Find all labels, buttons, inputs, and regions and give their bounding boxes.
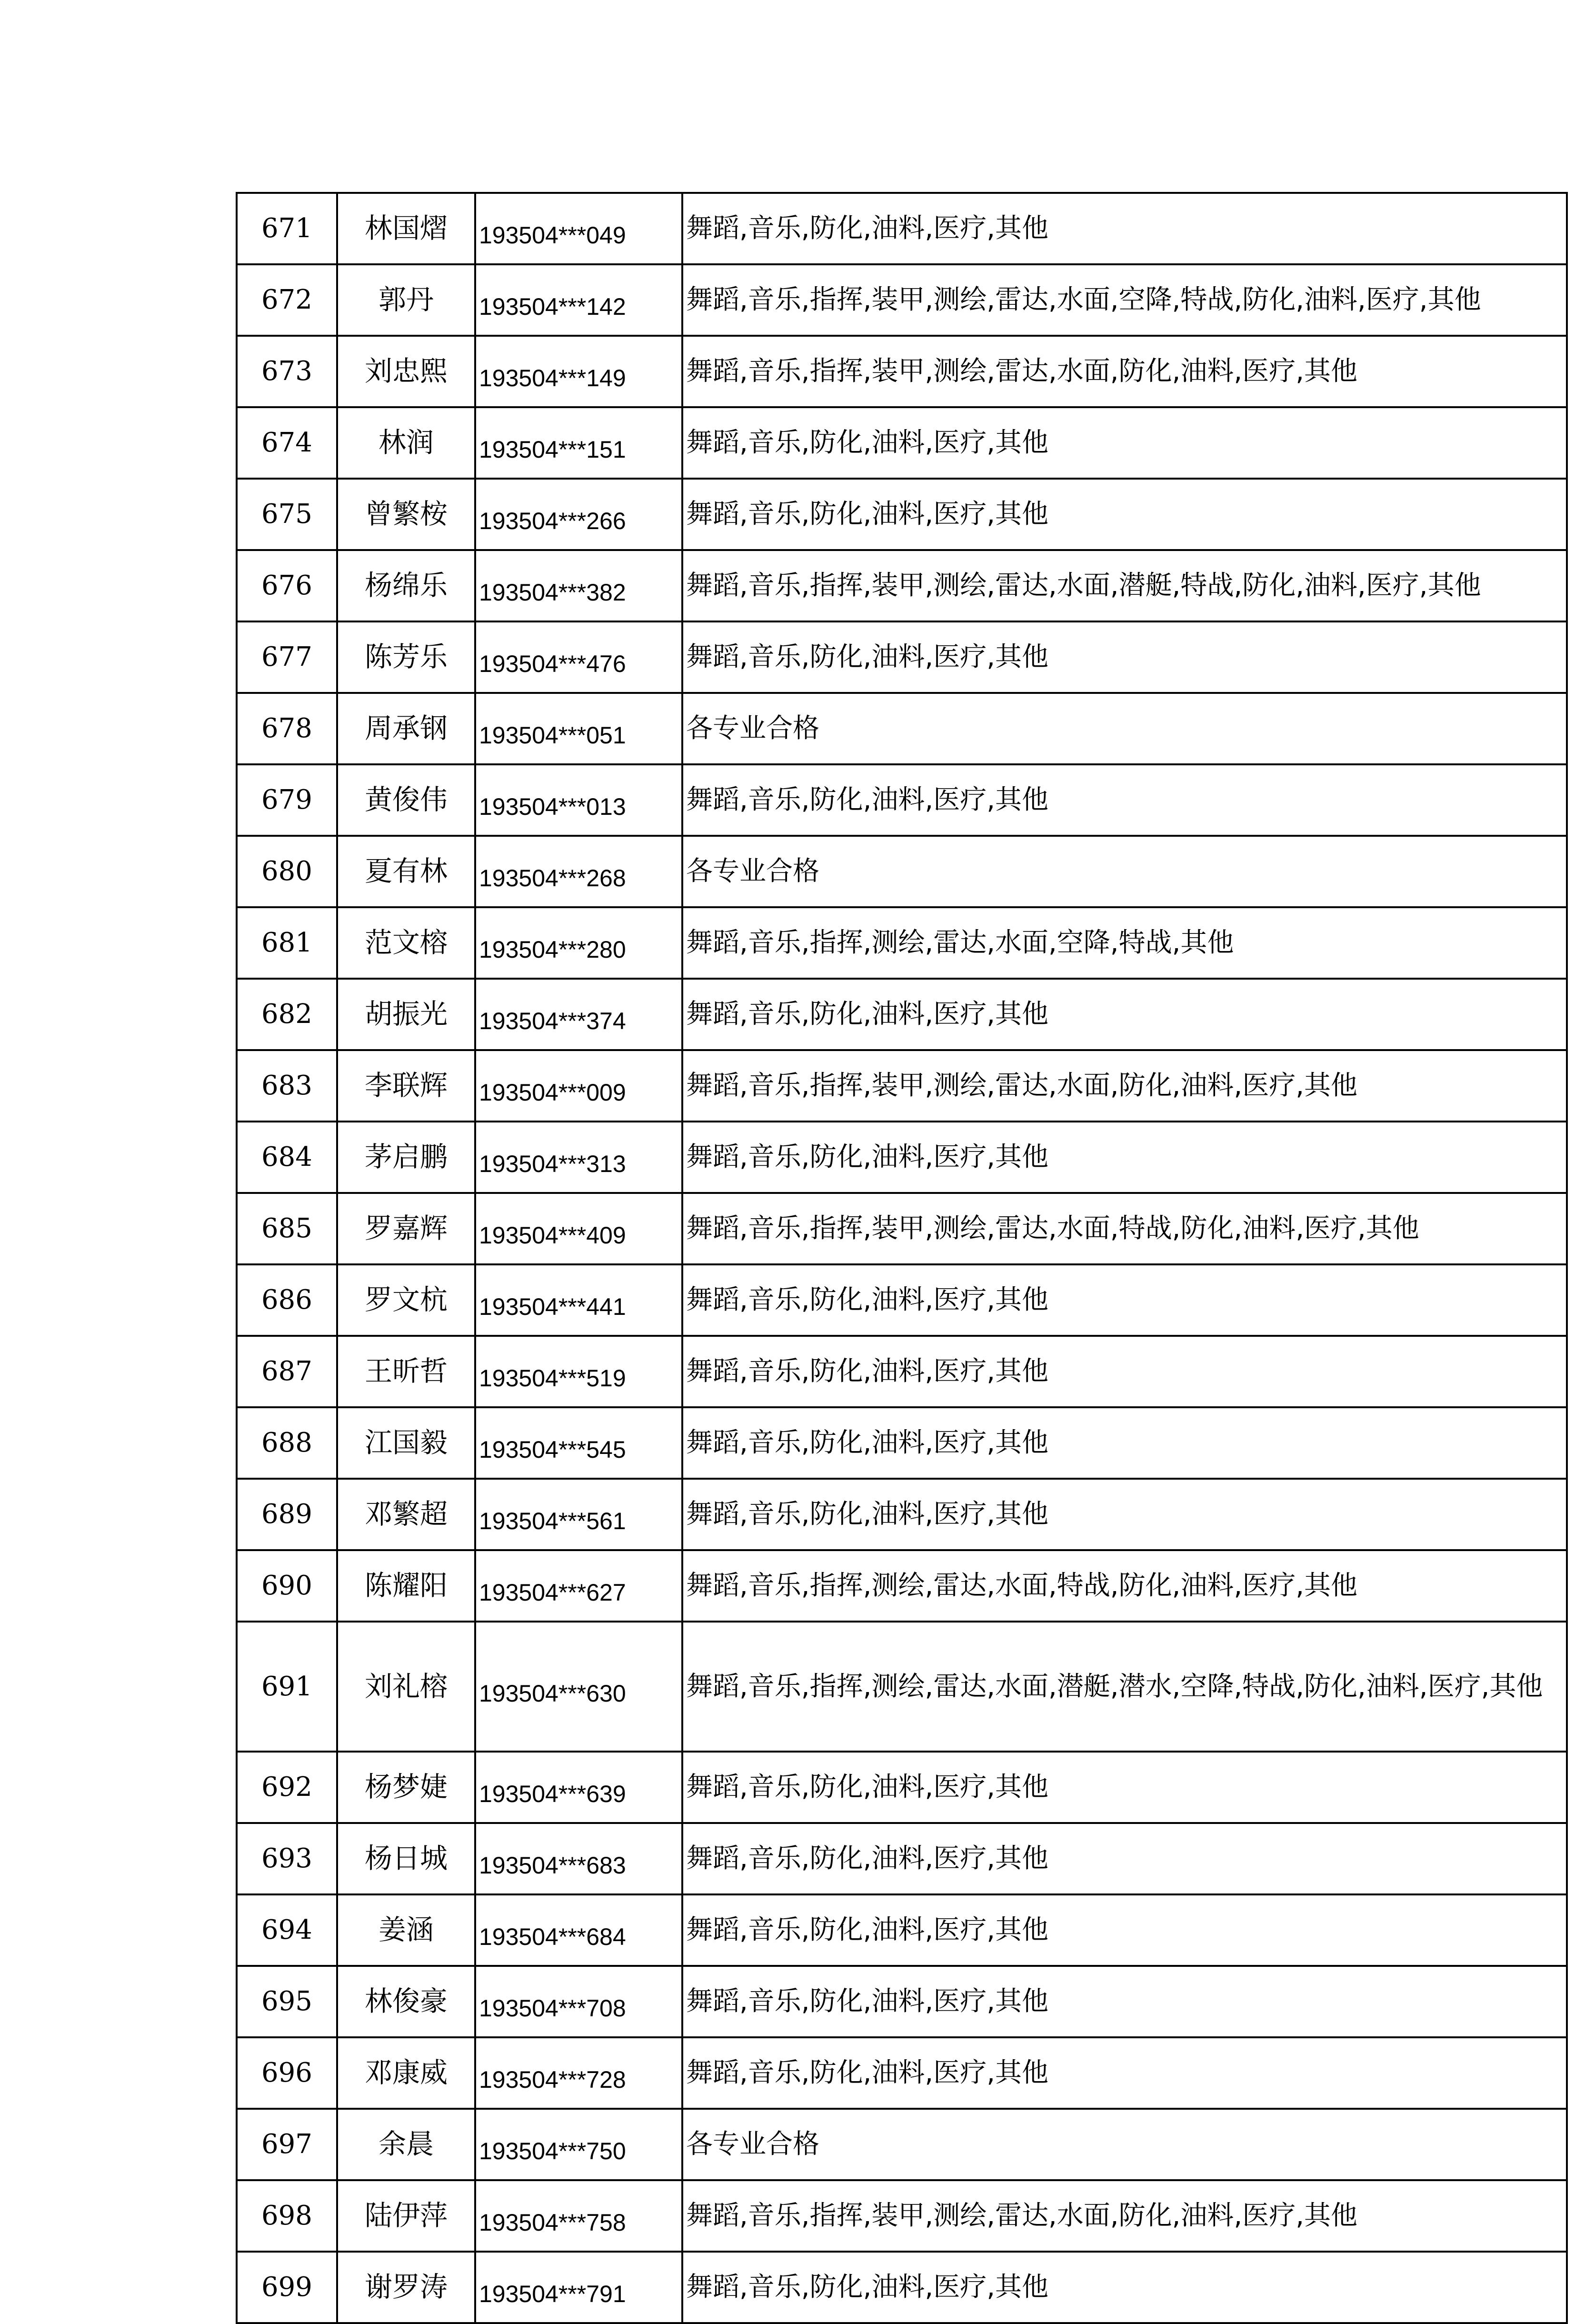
person-name: 陆伊萍 xyxy=(337,2180,475,2252)
person-name: 林俊豪 xyxy=(337,1966,475,2037)
person-name: 周承钢 xyxy=(337,693,475,764)
row-number: 690 xyxy=(237,1550,337,1622)
id-number: 193504***051 xyxy=(475,693,682,764)
table-row xyxy=(237,2037,1567,2109)
person-name: 陈芳乐 xyxy=(337,621,475,693)
qualified-specialties: 各专业合格 xyxy=(682,693,1567,764)
table-row xyxy=(237,621,1567,693)
row-number: 682 xyxy=(237,979,337,1050)
qualified-specialties: 各专业合格 xyxy=(682,2109,1567,2180)
id-number: 193504***009 xyxy=(475,1050,682,1122)
person-name: 王昕哲 xyxy=(337,1336,475,1407)
table-row xyxy=(237,1823,1567,1894)
qualified-specialties: 舞蹈,音乐,指挥,装甲,测绘,雷达,水面,潜艇,特战,防化,油料,医疗,其他 xyxy=(682,550,1567,621)
qualified-specialties: 舞蹈,音乐,指挥,测绘,雷达,水面,特战,防化,油料,医疗,其他 xyxy=(682,1550,1567,1622)
table-row xyxy=(237,479,1567,550)
row-number: 686 xyxy=(237,1264,337,1336)
table-row xyxy=(237,1966,1567,2037)
person-name: 谢罗涛 xyxy=(337,2252,475,2323)
id-number: 193504***280 xyxy=(475,907,682,979)
qualified-specialties: 舞蹈,音乐,防化,油料,医疗,其他 xyxy=(682,621,1567,693)
qualified-specialties: 舞蹈,音乐,防化,油料,医疗,其他 xyxy=(682,1823,1567,1894)
id-number: 193504***684 xyxy=(475,1894,682,1966)
table-row xyxy=(237,2109,1567,2180)
id-number: 193504***013 xyxy=(475,764,682,836)
row-number: 681 xyxy=(237,907,337,979)
row-number: 687 xyxy=(237,1336,337,1407)
id-number: 193504***382 xyxy=(475,550,682,621)
person-name: 罗文杭 xyxy=(337,1264,475,1336)
id-number: 193504***313 xyxy=(475,1122,682,1193)
person-name: 杨日城 xyxy=(337,1823,475,1894)
person-name: 刘礼榕 xyxy=(337,1622,475,1752)
person-name: 邓康威 xyxy=(337,2037,475,2109)
id-number: 193504***441 xyxy=(475,1264,682,1336)
table-row xyxy=(237,1622,1567,1752)
table-row xyxy=(237,1122,1567,1193)
table-row xyxy=(237,979,1567,1050)
results-table-body xyxy=(237,193,1567,2323)
id-number: 193504***409 xyxy=(475,1193,682,1264)
person-name: 林润 xyxy=(337,407,475,479)
table-row xyxy=(237,264,1567,336)
qualified-specialties: 各专业合格 xyxy=(682,836,1567,907)
qualified-specialties: 舞蹈,音乐,防化,油料,医疗,其他 xyxy=(682,1752,1567,1823)
row-number: 698 xyxy=(237,2180,337,2252)
table-row xyxy=(237,2252,1567,2323)
qualified-specialties: 舞蹈,音乐,防化,油料,医疗,其他 xyxy=(682,1894,1567,1966)
id-number: 193504***728 xyxy=(475,2037,682,2109)
qualified-specialties: 舞蹈,音乐,指挥,测绘,雷达,水面,潜艇,潜水,空降,特战,防化,油料,医疗,其他 xyxy=(682,1622,1567,1752)
qualified-specialties: 舞蹈,音乐,防化,油料,医疗,其他 xyxy=(682,764,1567,836)
person-name: 茅启鹏 xyxy=(337,1122,475,1193)
id-number: 193504***049 xyxy=(475,193,682,264)
id-number: 193504***683 xyxy=(475,1823,682,1894)
row-number: 697 xyxy=(237,2109,337,2180)
row-number: 683 xyxy=(237,1050,337,1122)
row-number: 675 xyxy=(237,479,337,550)
qualified-specialties: 舞蹈,音乐,防化,油料,医疗,其他 xyxy=(682,193,1567,264)
table-row xyxy=(237,1407,1567,1479)
row-number: 685 xyxy=(237,1193,337,1264)
table-row xyxy=(237,1264,1567,1336)
table-row xyxy=(237,693,1567,764)
id-number: 193504***630 xyxy=(475,1622,682,1752)
person-name: 李联辉 xyxy=(337,1050,475,1122)
qualified-specialties: 舞蹈,音乐,指挥,装甲,测绘,雷达,水面,防化,油料,医疗,其他 xyxy=(682,1050,1567,1122)
row-number: 699 xyxy=(237,2252,337,2323)
person-name: 刘忠熙 xyxy=(337,336,475,407)
table-row xyxy=(237,764,1567,836)
table-row xyxy=(237,1050,1567,1122)
id-number: 193504***268 xyxy=(475,836,682,907)
person-name: 邓繁超 xyxy=(337,1479,475,1550)
table-row xyxy=(237,1752,1567,1823)
table-row xyxy=(237,2180,1567,2252)
person-name: 杨梦婕 xyxy=(337,1752,475,1823)
table-row xyxy=(237,550,1567,621)
row-number: 693 xyxy=(237,1823,337,1894)
qualified-specialties: 舞蹈,音乐,指挥,装甲,测绘,雷达,水面,空降,特战,防化,油料,医疗,其他 xyxy=(682,264,1567,336)
row-number: 674 xyxy=(237,407,337,479)
row-number: 678 xyxy=(237,693,337,764)
id-number: 193504***266 xyxy=(475,479,682,550)
id-number: 193504***374 xyxy=(475,979,682,1050)
table-row xyxy=(237,193,1567,264)
qualified-specialties: 舞蹈,音乐,指挥,测绘,雷达,水面,空降,特战,其他 xyxy=(682,907,1567,979)
person-name: 陈耀阳 xyxy=(337,1550,475,1622)
id-number: 193504***627 xyxy=(475,1550,682,1622)
qualified-specialties: 舞蹈,音乐,指挥,装甲,测绘,雷达,水面,特战,防化,油料,医疗,其他 xyxy=(682,1193,1567,1264)
id-number: 193504***142 xyxy=(475,264,682,336)
table-row xyxy=(237,1550,1567,1622)
qualified-specialties: 舞蹈,音乐,防化,油料,医疗,其他 xyxy=(682,1264,1567,1336)
qualified-specialties: 舞蹈,音乐,防化,油料,医疗,其他 xyxy=(682,407,1567,479)
qualified-specialties: 舞蹈,音乐,指挥,装甲,测绘,雷达,水面,防化,油料,医疗,其他 xyxy=(682,2180,1567,2252)
person-name: 夏有林 xyxy=(337,836,475,907)
id-number: 193504***519 xyxy=(475,1336,682,1407)
id-number: 193504***151 xyxy=(475,407,682,479)
id-number: 193504***750 xyxy=(475,2109,682,2180)
person-name: 杨绵乐 xyxy=(337,550,475,621)
row-number: 696 xyxy=(237,2037,337,2109)
id-number: 193504***545 xyxy=(475,1407,682,1479)
person-name: 范文榕 xyxy=(337,907,475,979)
qualified-specialties: 舞蹈,音乐,防化,油料,医疗,其他 xyxy=(682,979,1567,1050)
qualified-specialties: 舞蹈,音乐,防化,油料,医疗,其他 xyxy=(682,2037,1567,2109)
table-row xyxy=(237,407,1567,479)
qualified-specialties: 舞蹈,音乐,防化,油料,医疗,其他 xyxy=(682,1479,1567,1550)
id-number: 193504***708 xyxy=(475,1966,682,2037)
row-number: 695 xyxy=(237,1966,337,2037)
row-number: 688 xyxy=(237,1407,337,1479)
person-name: 余晨 xyxy=(337,2109,475,2180)
person-name: 江国毅 xyxy=(337,1407,475,1479)
row-number: 677 xyxy=(237,621,337,693)
qualified-specialties: 舞蹈,音乐,防化,油料,医疗,其他 xyxy=(682,1122,1567,1193)
table-row xyxy=(237,1336,1567,1407)
person-name: 曾繁桉 xyxy=(337,479,475,550)
row-number: 676 xyxy=(237,550,337,621)
row-number: 673 xyxy=(237,336,337,407)
row-number: 692 xyxy=(237,1752,337,1823)
qualified-specialties: 舞蹈,音乐,防化,油料,医疗,其他 xyxy=(682,2252,1567,2323)
qualified-specialties: 舞蹈,音乐,防化,油料,医疗,其他 xyxy=(682,1966,1567,2037)
id-number: 193504***561 xyxy=(475,1479,682,1550)
person-name: 林国熠 xyxy=(337,193,475,264)
row-number: 672 xyxy=(237,264,337,336)
qualified-specialties: 舞蹈,音乐,防化,油料,医疗,其他 xyxy=(682,1407,1567,1479)
table-row xyxy=(237,1479,1567,1550)
person-name: 罗嘉辉 xyxy=(337,1193,475,1264)
person-name: 姜涵 xyxy=(337,1894,475,1966)
qualified-specialties: 舞蹈,音乐,防化,油料,医疗,其他 xyxy=(682,479,1567,550)
row-number: 684 xyxy=(237,1122,337,1193)
row-number: 689 xyxy=(237,1479,337,1550)
qualified-specialties: 舞蹈,音乐,防化,油料,医疗,其他 xyxy=(682,1336,1567,1407)
row-number: 680 xyxy=(237,836,337,907)
table-row xyxy=(237,1193,1567,1264)
id-number: 193504***639 xyxy=(475,1752,682,1823)
person-name: 黄俊伟 xyxy=(337,764,475,836)
id-number: 193504***149 xyxy=(475,336,682,407)
id-number: 193504***476 xyxy=(475,621,682,693)
table-row xyxy=(237,1894,1567,1966)
qualified-specialties: 舞蹈,音乐,指挥,装甲,测绘,雷达,水面,防化,油料,医疗,其他 xyxy=(682,336,1567,407)
person-name: 胡振光 xyxy=(337,979,475,1050)
id-number: 193504***758 xyxy=(475,2180,682,2252)
table-row xyxy=(237,836,1567,907)
row-number: 694 xyxy=(237,1894,337,1966)
row-number: 691 xyxy=(237,1622,337,1752)
results-table xyxy=(236,192,1568,2324)
person-name: 郭丹 xyxy=(337,264,475,336)
table-row xyxy=(237,907,1567,979)
row-number: 671 xyxy=(237,193,337,264)
id-number: 193504***791 xyxy=(475,2252,682,2323)
row-number: 679 xyxy=(237,764,337,836)
table-row xyxy=(237,336,1567,407)
